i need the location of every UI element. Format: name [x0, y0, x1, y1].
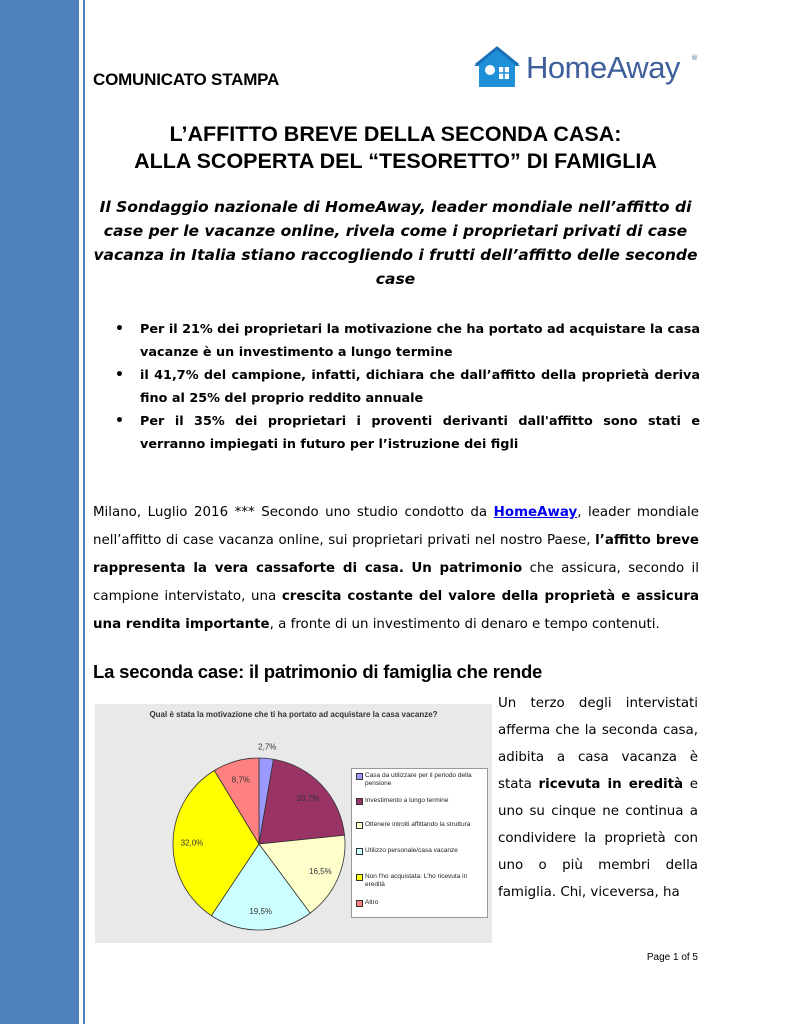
- legend-swatch: [356, 900, 363, 907]
- paragraph-text: Un terzo degli intervistati afferma che la seconda casa, adibita a casa vacanza è stata: [498, 696, 698, 792]
- chart-legend: [351, 768, 488, 918]
- legend-item: [356, 772, 482, 788]
- left-sidebar-bar: [0, 0, 79, 1024]
- main-title: [93, 121, 698, 175]
- legend-item: [356, 821, 482, 829]
- list-item: [110, 410, 700, 456]
- legend-swatch: [356, 848, 363, 855]
- paragraph-text: , leader mondiale nell’affitto di case vacanza online, sui proprietari privati nel nostro Paese,: [93, 505, 699, 548]
- right-column-paragraph: [498, 690, 698, 906]
- pie-chart: [95, 704, 492, 943]
- page-number: Page 1 of 5: [646, 952, 698, 963]
- list-item-text: Per il 21% dei proprietari la motivazione che ha portato ad acquistare la casa vacanze è un investimento a lungo termine: [140, 322, 700, 360]
- key-points-list: [110, 318, 700, 456]
- pie-slice-label: 32,0%: [180, 838, 204, 848]
- paragraph-text: che assicura, secondo il campione intervistato, una: [93, 561, 699, 604]
- paragraph-bold: Un patrimonio: [411, 561, 523, 576]
- list-item: [110, 318, 700, 364]
- chart-title: Qual è stata la motivazione che ti ha portato ad acquistare la casa vacanze?: [149, 710, 438, 719]
- paragraph-bold: ricevuta in eredità: [538, 777, 684, 792]
- legend-label: Altro: [365, 899, 379, 906]
- pie-slice-label: 16,5%: [309, 867, 332, 877]
- press-release-label: COMUNICATO STAMPA: [93, 70, 280, 89]
- paragraph-text: Milano, Luglio 2016 *** Secondo uno studio condotto da: [93, 505, 494, 520]
- intro-paragraph: [93, 499, 699, 639]
- legend-label: Investimento a lungo termine: [365, 797, 449, 804]
- section-heading: La seconda case: il patrimonio di famiglia che rende: [93, 661, 543, 682]
- paragraph-text: , a fronte di un investimento di denaro e tempo contenuti.: [269, 617, 660, 632]
- legend-label: Casa da utilizzare per il periodo della pensione: [365, 772, 472, 787]
- bullet-icon: •: [115, 367, 124, 383]
- house-icon: [472, 44, 522, 90]
- legend-item: [356, 873, 482, 889]
- homeaway-link[interactable]: HomeAway: [493, 505, 578, 520]
- list-item-text: il 41,7% del campione, infatti, dichiara che dall’affitto della proprietà deriva fino al 25% del proprio reddito annuale: [140, 368, 700, 406]
- bullet-icon: •: [115, 321, 124, 337]
- legend-label: Utilizzo personale/casa vacanze: [365, 847, 458, 854]
- legend-item: [356, 847, 482, 855]
- left-rule: [83, 0, 85, 1024]
- list-item: [110, 364, 700, 410]
- legend-swatch: [356, 874, 363, 881]
- homeaway-logo: [472, 44, 702, 94]
- pie-slice-label: 19,5%: [249, 907, 273, 917]
- pie-slice-label: 20,7%: [296, 794, 320, 804]
- bullet-icon: •: [115, 413, 124, 429]
- pie-slice-label: 2,7%: [258, 742, 277, 752]
- subtitle: Il Sondaggio nazionale di HomeAway, leader mondiale nell’affitto di case per le vacanze online, rivela come i proprietari privati di case vacanza in Italia stiano raccogliendo i frutti dell’affitto delle seconde case: [93, 198, 698, 288]
- paragraph-bold: crescita costante del valore della proprietà e assicura una rendita importante: [93, 589, 700, 632]
- registered-mark: ®: [691, 54, 698, 62]
- legend-item: [356, 899, 482, 907]
- legend-swatch: [356, 773, 363, 780]
- logo-wordmark: HomeAway: [526, 50, 680, 85]
- title-line-2: ALLA SCOPERTA DEL “TESORETTO” DI FAMIGLIA: [134, 149, 657, 173]
- paragraph-text: e uno su cinque ne continua a condividere la proprietà con uno o più membri della famiglia. Chi, viceversa, ha: [498, 777, 698, 900]
- legend-swatch: [356, 822, 363, 829]
- list-item-text: Per il 35% dei proprietari i proventi derivanti dall'affitto sono stati e verranno impiegati in futuro per l’istruzione dei figli: [140, 414, 700, 452]
- legend-item: [356, 797, 482, 805]
- legend-label: Non l'ho acquistata: L'ho ricevuta in eredità: [365, 873, 468, 888]
- legend-label: Ottenere introiti affittando la struttura: [365, 821, 471, 828]
- title-line-1: L’AFFITTO BREVE DELLA SECONDA CASA:: [169, 122, 622, 146]
- legend-swatch: [356, 798, 363, 805]
- pie-slice-label: 8,7%: [231, 775, 251, 785]
- paragraph-bold: l’affitto breve rappresenta la vera cassaforte di casa.: [93, 533, 699, 576]
